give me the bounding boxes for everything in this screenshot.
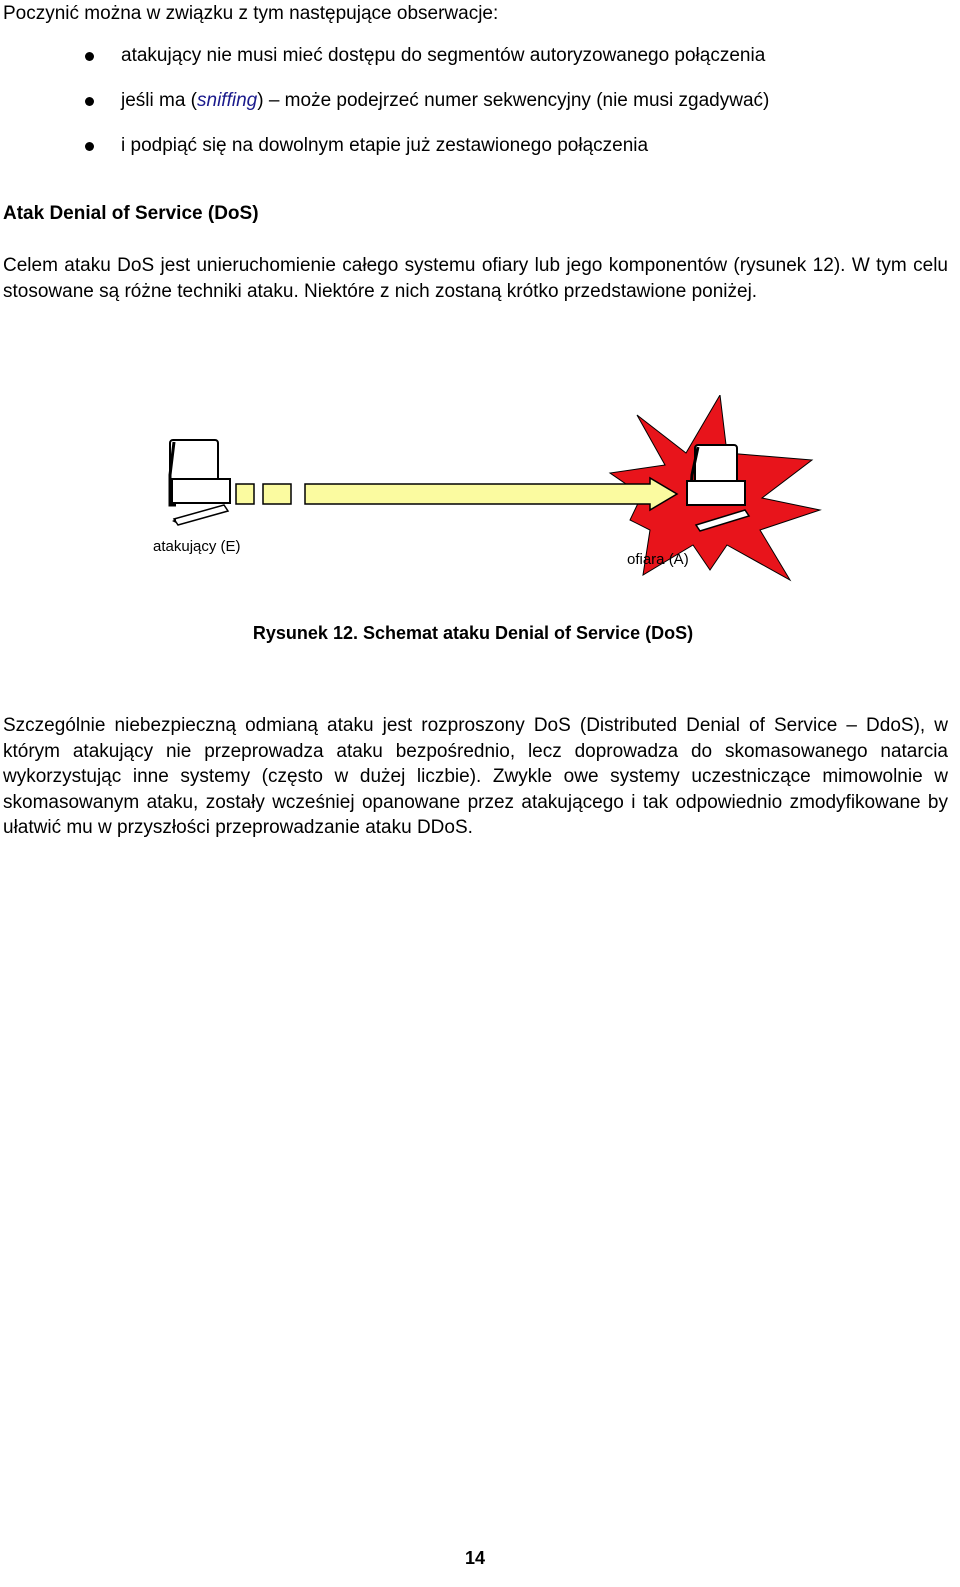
paragraph-ddos: Szczególnie niebezpieczną odmianą ataku jest rozproszony DoS (Distributed Denial of Service – DdoS), w którym atakujący nie przeprowadza ataku bezpośrednio, lecz doprowadza do skomasowanego natarcia wykorzystując inne systemy (często w dużej liczbie). Zwykle owe systemy uczestniczące mimowolnie w skomasowanym ataku, zostały wcześniej opanowane przez atakującego i tak odpowiednio zmodyfikowane by ułatwić mu w przyszłości przeprowadzanie ataku DDoS. [3,715,948,838]
list-item [0,134,960,179]
bullet-icon [85,142,94,151]
packet-icon [263,484,291,504]
list-item-text [121,89,769,113]
list-item-text: i podpiąć się na dowolnym etapie już zestawionego połączenia [121,135,649,156]
attacker-label: atakujący (E) [153,538,241,555]
list-item [0,89,960,134]
page-number: 14 [464,1548,486,1568]
sniffing-term: sniffing [197,90,258,111]
paragraph-dos: Celem ataku DoS jest unieruchomienie całego systemu ofiary lub jego komponentów (rysunek 12). W tym celu stosowane są różne techniki ataku. Niektóre z nich zostaną krótko przedstawione poniżej. [3,255,948,302]
list-item [0,44,960,89]
bullet-icon [85,97,94,106]
attacker-computer-icon [170,440,230,525]
list-item-text-post: ) – może podejrzeć numer sekwencyjny (nie musi zgadywać) [257,90,770,111]
packet-icon [236,484,254,504]
list-item-text-pre: jeśli ma ( [121,90,198,111]
intro-text: Poczynić można w związku z tym następujące obserwacje: [3,3,499,24]
attack-arrow-icon [305,478,677,510]
dos-diagram [150,395,830,590]
figure-caption: Rysunek 12. Schemat ataku Denial of Service (DoS) [252,623,694,643]
section-heading: Atak Denial of Service (DoS) [3,203,259,224]
victim-label: ofiara (A) [627,551,689,568]
dos-diagram-graphic [150,395,830,590]
bullet-icon [85,52,94,61]
list-item-text: atakujący nie musi mieć dostępu do segmentów autoryzowanego połączenia [121,45,766,66]
observations-list [0,44,960,179]
